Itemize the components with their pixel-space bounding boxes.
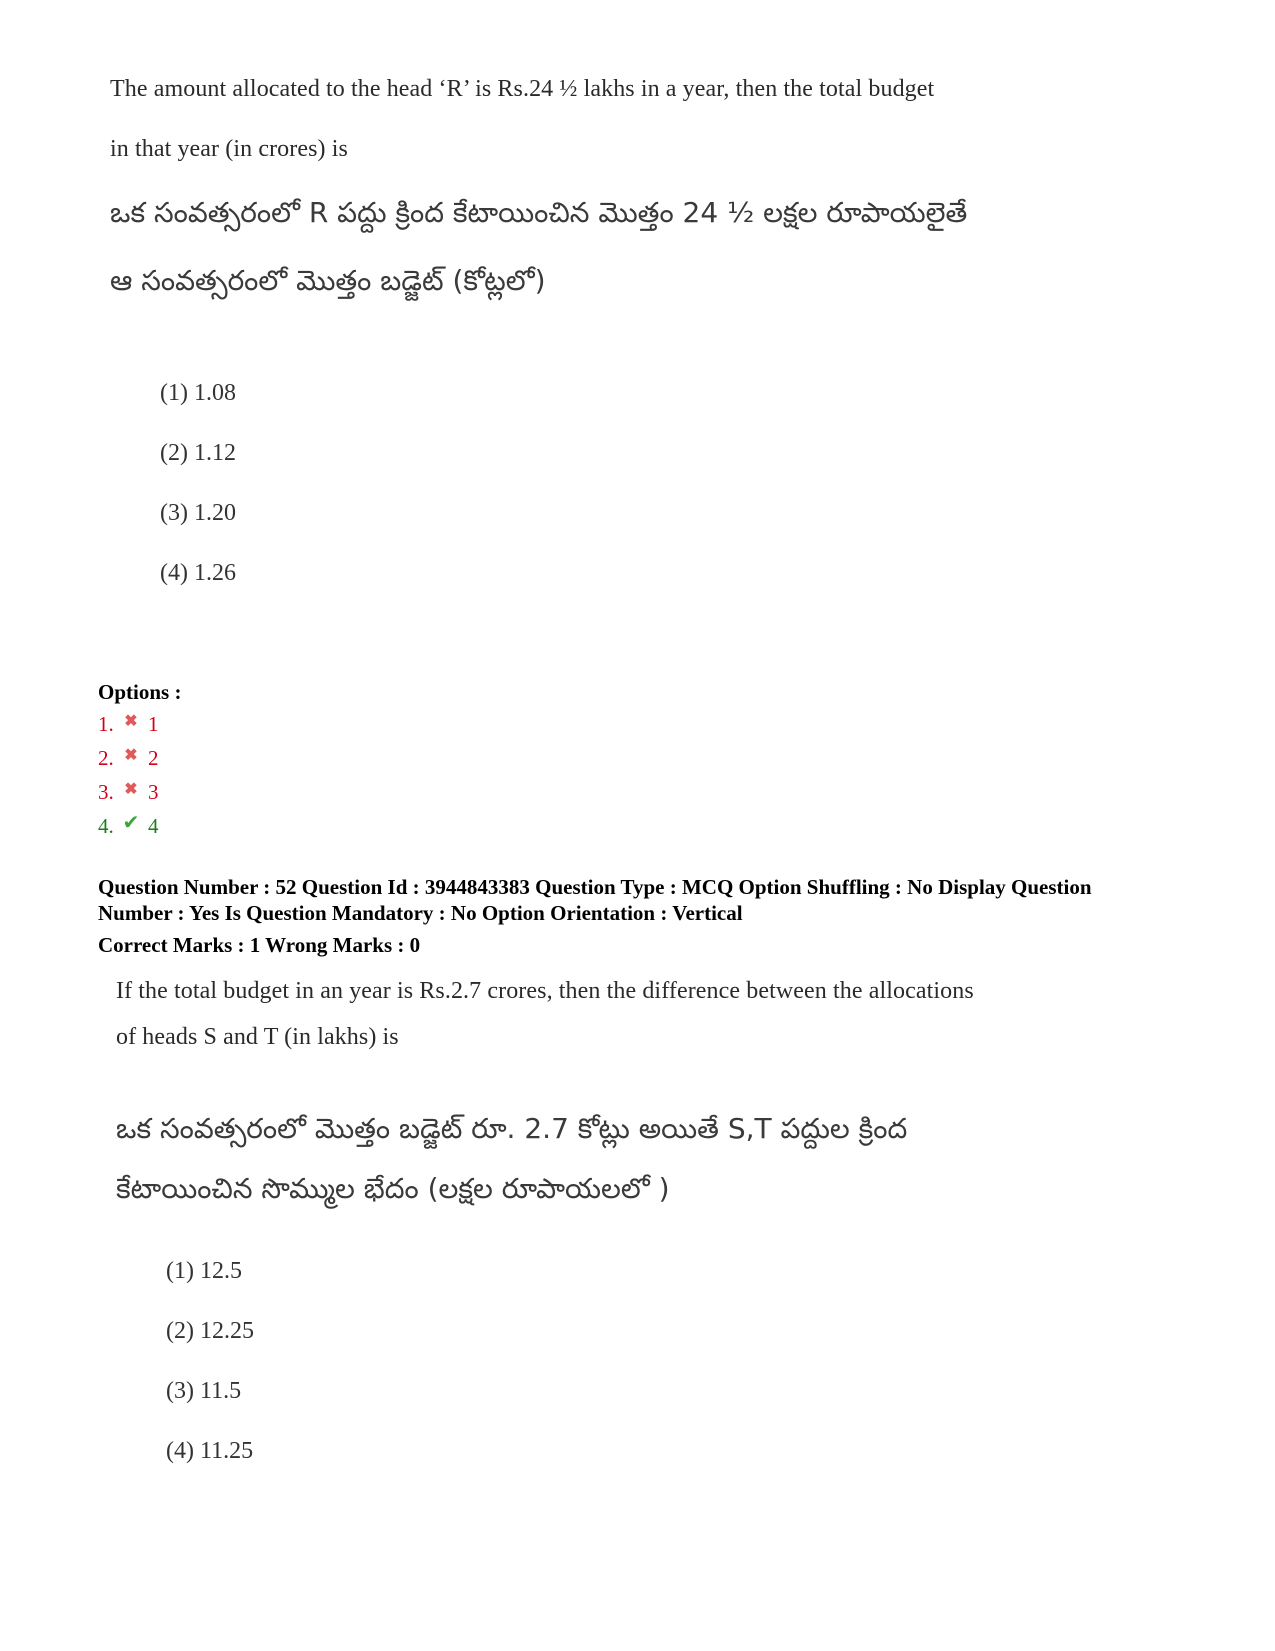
option-label: 4: [148, 814, 159, 838]
choice-1: (1) 12.5: [166, 1258, 242, 1284]
question-english-line-1: The amount allocated to the head ‘R’ is Rs.24 ½ lakhs in a year, then the total budget: [110, 76, 935, 102]
choice-4: (4) 1.26: [160, 560, 236, 586]
question-telugu-line-1: ఒక సంవత్సరంలో మొత్తం బడ్జెట్ రూ. 2.7 కోట్లు అయితే S,T పద్దుల క్రింద: [116, 1112, 908, 1145]
option-row-2: [98, 746, 159, 771]
option-number: 2.: [98, 746, 114, 770]
choice-3: (3) 1.20: [160, 500, 236, 526]
question-marks: Correct Marks : 1 Wrong Marks : 0: [98, 933, 421, 957]
option-label: 2: [148, 746, 159, 770]
option-label: 1: [148, 712, 159, 736]
choice-2: (2) 12.25: [166, 1318, 254, 1344]
question-metadata-line-2: Number : Yes Is Question Mandatory : No Option Orientation : Vertical: [98, 901, 743, 925]
question-metadata-line-1: Question Number : 52 Question Id : 3944843383 Question Type : MCQ Option Shuffling : No Display Question: [98, 875, 1092, 899]
question-telugu-line-1: ఒక సంవత్సరంలో R పద్దు క్రింద కేటాయించిన మొత్తం 24 ½ లక్షల రూపాయలైతే: [110, 196, 968, 229]
question-english-line-2: of heads S and T (in lakhs) is: [116, 1024, 399, 1050]
option-number: 1.: [98, 712, 114, 736]
choice-1: (1) 1.08: [160, 380, 236, 406]
question-metadata: [98, 874, 1208, 926]
options-heading: Options :: [98, 680, 182, 704]
question-english-line-2: in that year (in crores) is: [110, 136, 348, 162]
cross-icon: ✖: [124, 746, 138, 764]
option-row-4: [98, 814, 159, 839]
option-row-3: [98, 780, 159, 805]
question-telugu-line-2: కేటాయించిన సొమ్ముల భేదం (లక్షల రూపాయలలో ): [116, 1172, 670, 1205]
cross-icon: ✖: [124, 712, 138, 730]
choice-2: (2) 1.12: [160, 440, 236, 466]
choice-4: (4) 11.25: [166, 1438, 254, 1464]
question-telugu-line-2: ఆ సంవత్సరంలో మొత్తం బడ్జెట్ (కోట్లలో): [110, 264, 546, 297]
choice-3: (3) 11.5: [166, 1378, 242, 1404]
option-label: 3: [148, 780, 159, 804]
option-row-1: [98, 712, 159, 737]
check-icon: ✔: [122, 812, 140, 834]
question-english-line-1: If the total budget in an year is Rs.2.7 crores, then the difference between the allocations: [116, 978, 974, 1004]
option-number: 3.: [98, 780, 114, 804]
option-number: 4.: [98, 814, 114, 838]
cross-icon: ✖: [124, 780, 138, 798]
